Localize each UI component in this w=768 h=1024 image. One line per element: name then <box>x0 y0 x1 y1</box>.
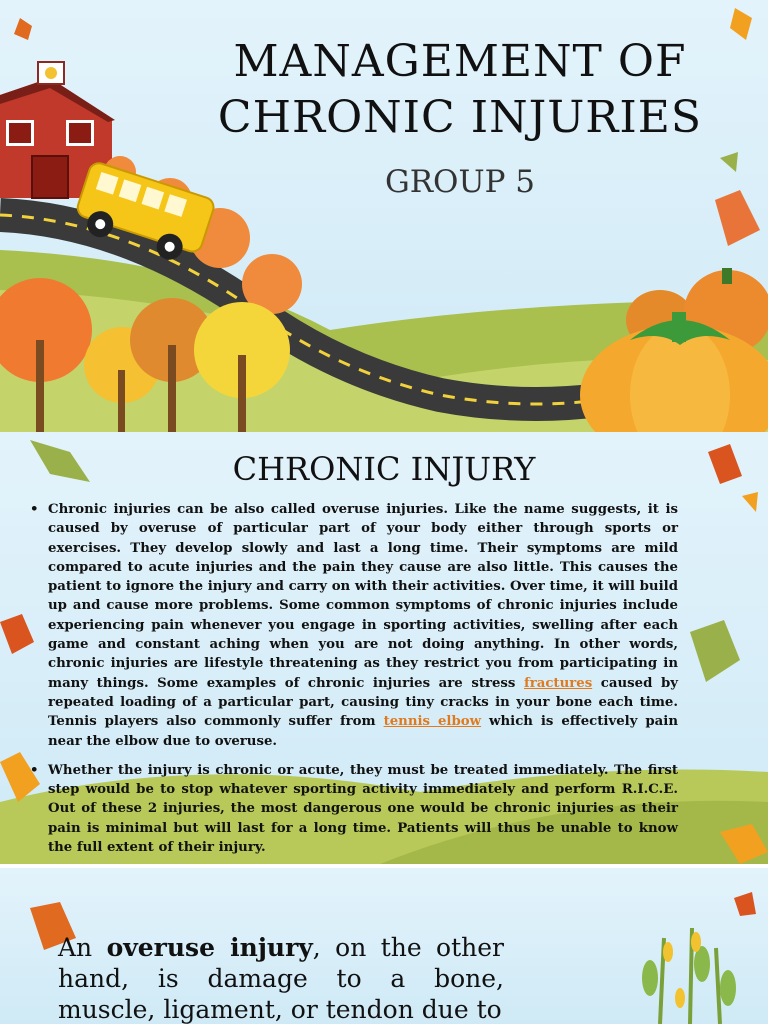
fractures-link[interactable]: fractures <box>523 675 593 691</box>
title-line-1: MANAGEMENT OF <box>233 36 687 87</box>
bullet-text: caused by repeated loading of a particular part, causing tiny cracks in your bone each time. Tennis players also commonly suffer from <box>48 675 678 730</box>
slide-subtitle: GROUP 5 <box>384 164 536 200</box>
leaf-icon <box>0 614 34 654</box>
paragraph-text: An <box>58 933 107 962</box>
leaf-icon <box>715 190 760 246</box>
bullet-item <box>30 761 678 857</box>
leaf-icon <box>690 620 740 682</box>
paragraph-bold-term: overuse injury <box>106 933 313 962</box>
overuse-injury-slide <box>0 868 768 1024</box>
slide-title: CHRONIC INJURY <box>232 450 536 488</box>
leaf-icon <box>734 892 756 916</box>
corn-stalks-icon <box>642 928 736 1024</box>
bullet-item <box>30 500 678 751</box>
tennis-elbow-link[interactable]: tennis elbow <box>383 714 482 730</box>
slide-title <box>200 34 720 146</box>
leaf-icon <box>720 152 738 172</box>
leaf-icon <box>14 18 32 40</box>
paragraph-text: , on the other hand, is damage to a bone, muscle, ligament, or tendon due to <box>58 933 505 1024</box>
bullet-list <box>30 500 678 864</box>
leaf-icon <box>742 492 758 512</box>
bullet-text: which is effectively pain near the elbow due to overuse. <box>48 714 678 749</box>
leaf-icon <box>730 8 752 40</box>
bullet-text: Whether the injury is chronic or acute, they must be treated immediately. The first step would be to stop whatever sporting activity immediately and perform R.I.C.E. Out of these 2 injuries, the most dangerous one would be chronic injuries as their pain is minimal but will last for a long time. Patients will thus be unable to know the full extent of their injury. <box>48 762 678 856</box>
pumpkins-icon <box>580 268 768 432</box>
overuse-paragraph <box>58 932 504 1024</box>
title-line-2: CHRONIC INJURIES <box>217 92 703 143</box>
title-slide <box>0 0 768 432</box>
chronic-injury-slide <box>0 432 768 864</box>
bullet-text: Chronic injuries can be also called overuse injuries. Like the name suggests, it is caused by overuse of particular part of your body either through sports or exercises. They develop slowly and last a long time. Their symptoms are mild compared to acute injuries and the pain they cause are also little. This causes the patient to ignore the injury and carry on with their activities. Over time, it will build up and cause more problems. Some common symptoms of chronic injuries include experiencing pain whenever you engage in sporting activities, swelling after each game and constant aching when you are not doing anything. In other words, chronic injuries are lifestyle threatening as they restrict you from participating in many things. Some examples of chronic injuries are stress <box>48 502 678 691</box>
